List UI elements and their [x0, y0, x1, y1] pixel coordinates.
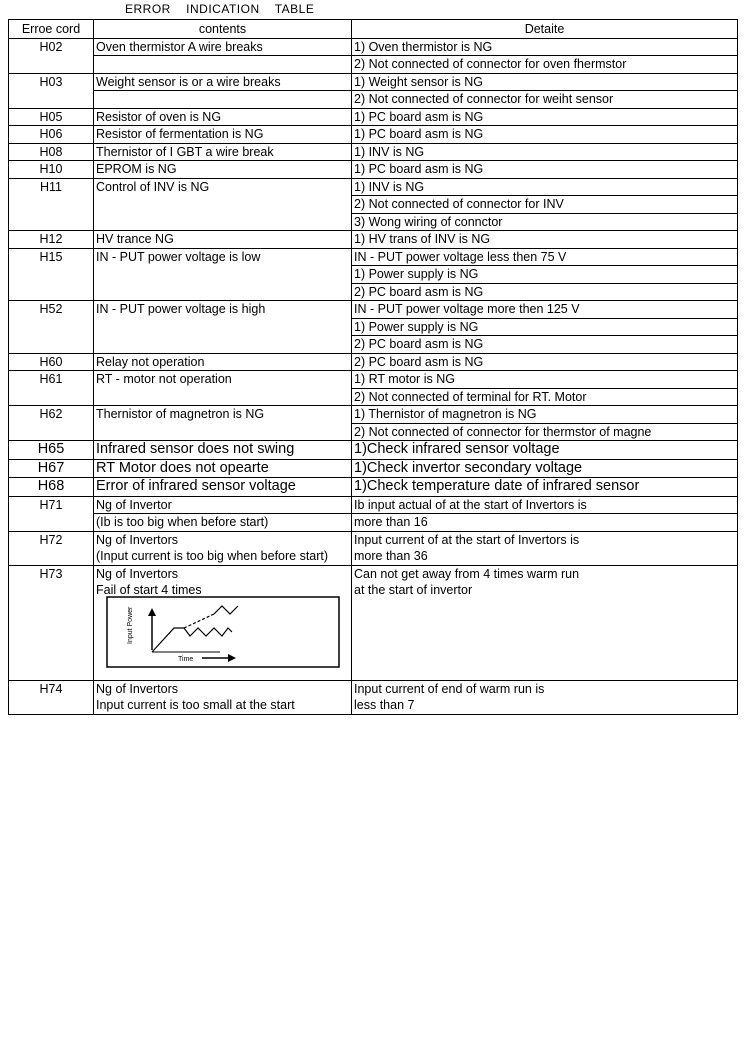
table-row: [9, 231, 738, 249]
error-code: H11: [9, 178, 94, 231]
detail-line: Can not get away from 4 times warm run: [354, 566, 580, 581]
error-indication-table: [8, 19, 738, 715]
error-code: H74: [9, 680, 94, 714]
table-row: [9, 565, 738, 680]
error-detail: 1) INV is NG: [352, 178, 738, 196]
error-code: H73: [9, 565, 94, 680]
table-row: [9, 531, 738, 565]
error-content: RT - motor not operation: [94, 371, 352, 406]
header-details: Detaite: [352, 20, 738, 39]
power-trend-dashed: [184, 614, 214, 628]
error-detail: 1)Check invertor secondary voltage: [352, 459, 738, 478]
table-row: [9, 353, 738, 371]
error-content: Resistor of oven is NG: [94, 108, 352, 126]
error-code: H67: [9, 459, 94, 478]
power-trace: [152, 628, 232, 652]
error-code: H06: [9, 126, 94, 144]
error-detail: 2) Not connected of connector for oven fhermstor: [352, 56, 738, 74]
error-detail: 1) Oven thermistor is NG: [352, 38, 738, 56]
error-detail: more than 16: [352, 514, 738, 532]
error-code: H60: [9, 353, 94, 371]
error-content: Control of INV is NG: [94, 178, 352, 231]
table-row: [9, 143, 738, 161]
x-arrow-head-icon: [228, 654, 236, 662]
table-row: [9, 459, 738, 478]
error-detail: 2) PC board asm is NG: [352, 336, 738, 354]
table-row: [9, 73, 738, 91]
error-code: H12: [9, 231, 94, 249]
error-content: Weight sensor is or a wire breaks: [94, 73, 352, 91]
error-detail: 2) PC board asm is NG: [352, 353, 738, 371]
content-line: (Input current is too big when before start): [96, 549, 329, 563]
error-code: H03: [9, 73, 94, 108]
error-detail: 1) Power supply is NG: [352, 266, 738, 284]
table-row: [9, 178, 738, 196]
error-content: Resistor of fermentation is NG: [94, 126, 352, 144]
error-code: H68: [9, 478, 94, 497]
error-content: [94, 680, 352, 714]
error-content: HV trance NG: [94, 231, 352, 249]
header-row: [9, 20, 738, 39]
error-detail: 1) PC board asm is NG: [352, 126, 738, 144]
error-detail: 2) Not connected of connector for thermstor of magne: [352, 423, 738, 441]
error-detail: Ib input actual of at the start of Invertors is: [352, 496, 738, 514]
error-content: [94, 531, 352, 565]
error-code: H61: [9, 371, 94, 406]
error-code: H65: [9, 441, 94, 460]
error-detail: 2) Not connected of connector for weiht sensor: [352, 91, 738, 109]
error-code: H52: [9, 301, 94, 354]
detail-line: at the start of invertor: [354, 583, 473, 597]
graph-x-label: Time: [178, 655, 194, 663]
error-content-empty: [94, 56, 352, 74]
error-detail: [352, 531, 738, 565]
error-detail: [352, 565, 738, 680]
content-line: Ng of Invertors: [96, 566, 178, 581]
detail-line: more than 36: [354, 549, 428, 563]
error-code: H05: [9, 108, 94, 126]
error-detail: IN - PUT power voltage less then 75 V: [352, 248, 738, 266]
error-content-empty: [94, 91, 352, 109]
table-row: [9, 126, 738, 144]
content-line: Ng of Invertors: [96, 532, 178, 547]
error-detail: 1) Thernistor of magnetron is NG: [352, 406, 738, 424]
y-arrow-head-icon: [148, 608, 156, 616]
table-row: [9, 108, 738, 126]
error-detail: 3) Wong wiring of connctor: [352, 213, 738, 231]
detail-line: less than 7: [354, 698, 415, 712]
error-code: H02: [9, 38, 94, 73]
error-content: RT Motor does not opearte: [94, 459, 352, 478]
table-row: [9, 91, 738, 109]
table-row: [9, 496, 738, 514]
content-with-graph: [96, 566, 349, 663]
error-code: H72: [9, 531, 94, 565]
error-content: Infrared sensor does not swing: [94, 441, 352, 460]
error-content: EPROM is NG: [94, 161, 352, 179]
error-content: Relay not operation: [94, 353, 352, 371]
table-row: [9, 441, 738, 460]
detail-line: Input current of end of warm run is: [354, 681, 545, 696]
error-content: IN - PUT power voltage is high: [94, 301, 352, 354]
error-content: Thernistor of I GBT a wire break: [94, 143, 352, 161]
error-content: [94, 565, 352, 680]
error-detail: 1) INV is NG: [352, 143, 738, 161]
error-detail: 2) Not connected of connector for INV: [352, 196, 738, 214]
error-detail: 2) Not connected of terminal for RT. Motor: [352, 388, 738, 406]
error-detail: 1)Check infrared sensor voltage: [352, 441, 738, 460]
error-code: H10: [9, 161, 94, 179]
content-line: Fail of start 4 times: [96, 583, 202, 597]
start-power-graph: [106, 596, 342, 668]
table-row: [9, 161, 738, 179]
error-content: (Ib is too big when before start): [94, 514, 352, 532]
error-detail: 1) Weight sensor is NG: [352, 73, 738, 91]
table-row: [9, 56, 738, 74]
power-trace-upper: [214, 606, 238, 614]
error-code: H08: [9, 143, 94, 161]
content-line: Ng of Invertors: [96, 681, 178, 696]
graph-y-label: Input Power: [127, 606, 134, 644]
error-detail: 1) PC board asm is NG: [352, 108, 738, 126]
detail-line: Input current of at the start of Invertors is: [354, 532, 580, 547]
error-content: Oven thermistor A wire breaks: [94, 38, 352, 56]
error-detail: 1) PC board asm is NG: [352, 161, 738, 179]
content-line: Input current is too small at the start: [96, 698, 295, 712]
error-detail: 2) PC board asm is NG: [352, 283, 738, 301]
error-content: Error of infrared sensor voltage: [94, 478, 352, 497]
table-row: [9, 248, 738, 266]
table-row: [9, 301, 738, 319]
error-code: H62: [9, 406, 94, 441]
error-content: IN - PUT power voltage is low: [94, 248, 352, 301]
table-row: [9, 371, 738, 389]
error-detail: 1) Power supply is NG: [352, 318, 738, 336]
table-row: [9, 478, 738, 497]
error-content: Ng of Invertor: [94, 496, 352, 514]
error-detail: 1) RT motor is NG: [352, 371, 738, 389]
error-code: H71: [9, 496, 94, 531]
header-code: Erroe cord: [9, 20, 94, 39]
error-detail: 1)Check temperature date of infrared sensor: [352, 478, 738, 497]
table-row: [9, 514, 738, 532]
header-contents: contents: [94, 20, 352, 39]
error-content: Thernistor of magnetron is NG: [94, 406, 352, 441]
table-row: [9, 406, 738, 424]
error-detail: 1) HV trans of INV is NG: [352, 231, 738, 249]
table-title: ERROR INDICATION TABLE: [125, 2, 315, 16]
error-code: H15: [9, 248, 94, 301]
table-row: [9, 680, 738, 714]
table-row: [9, 38, 738, 56]
error-detail: IN - PUT power voltage more then 125 V: [352, 301, 738, 319]
error-detail: [352, 680, 738, 714]
